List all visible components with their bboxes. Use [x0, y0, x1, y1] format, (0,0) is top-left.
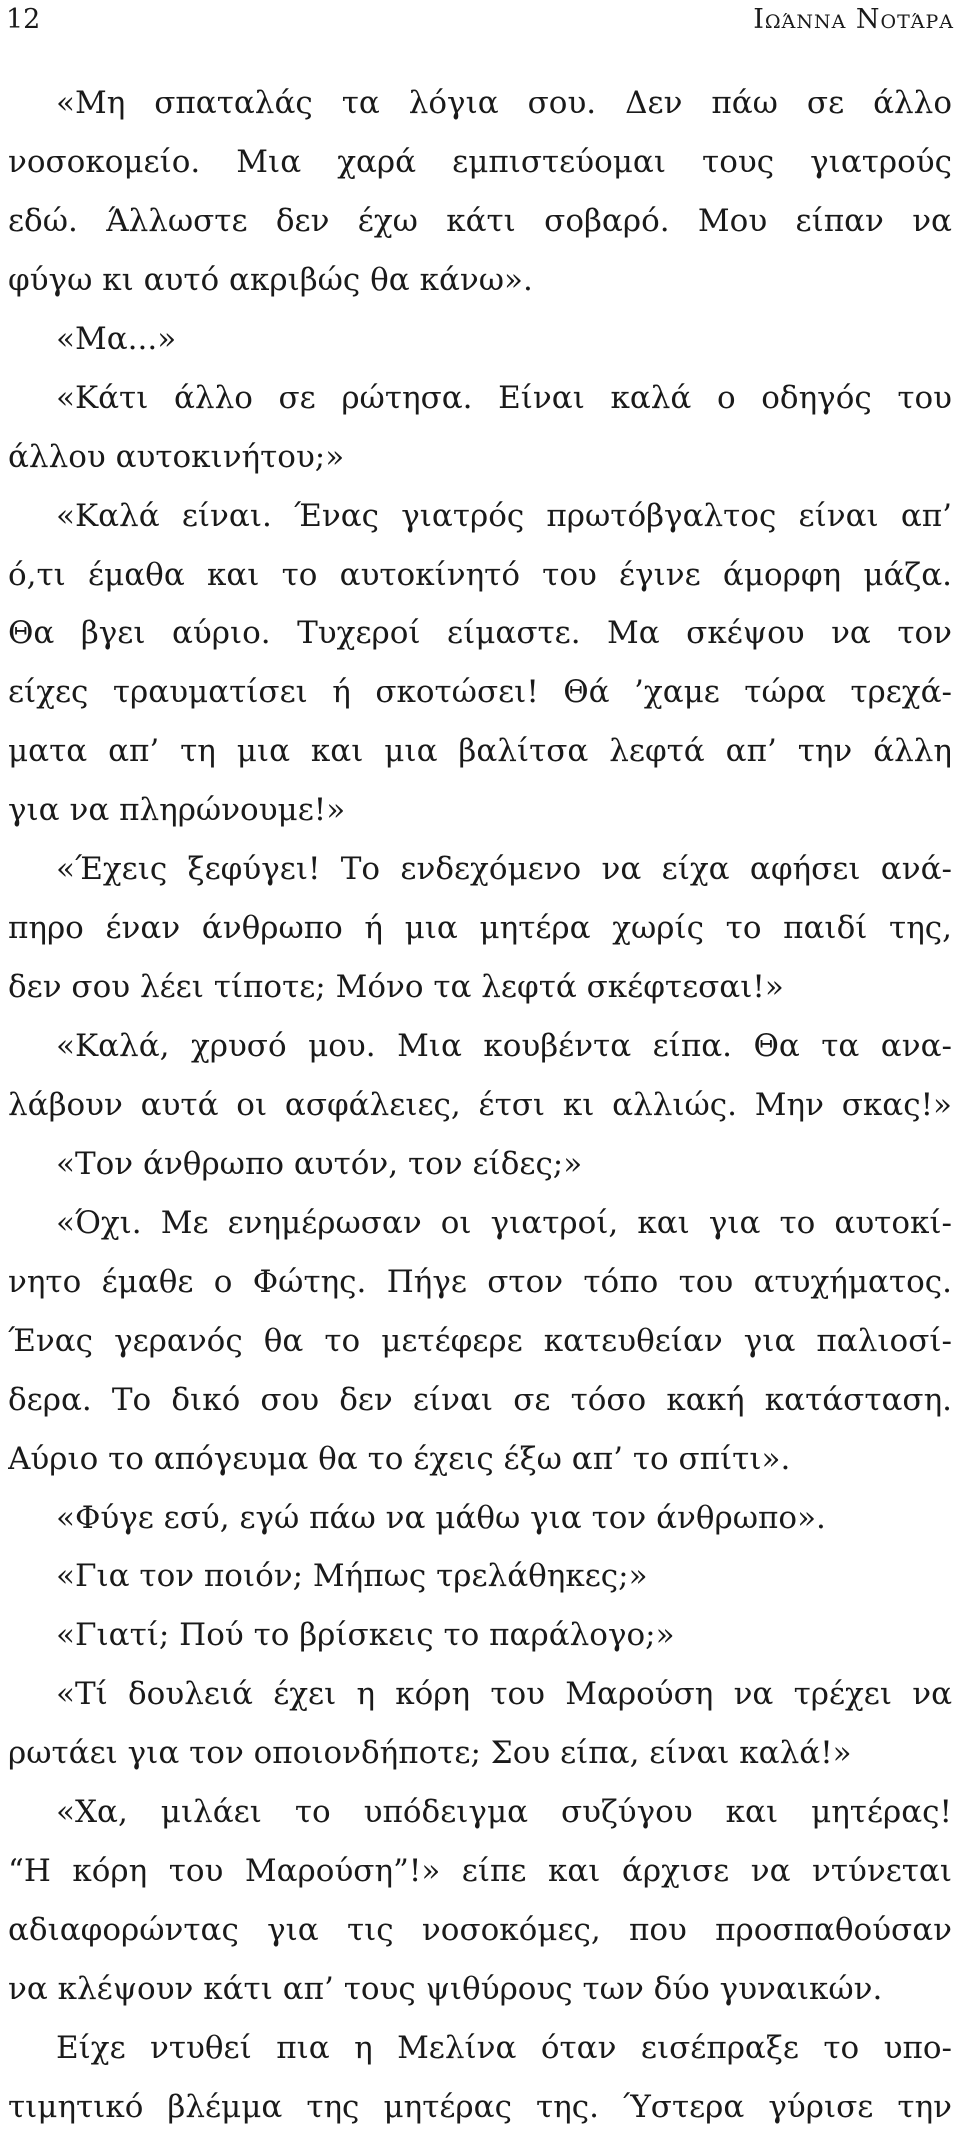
text-line: τιμητικό βλέμμα της μητέρας της. Ύστερα γύρισε την	[8, 2088, 952, 2125]
text-line: πηρο έναν άνθρωπο ή μια μητέρα χωρίς το παιδί της,	[8, 910, 952, 947]
text-line: «Κάτι άλλο σε ρώτησα. Είναι καλά ο οδηγός του	[56, 379, 952, 416]
text-line: «Έχεις ξεφύγει! Το ενδεχόμενο να είχα αφήσει ανά-	[56, 851, 952, 888]
text-line: λάβουν αυτά οι ασφάλειες, έτσι κι αλλιώς. Μην σκας!»	[8, 1086, 952, 1123]
text-line: «Χα, μιλάει το υπόδειγμα συζύγου και μητέρας!	[56, 1794, 952, 1831]
body-text	[8, 74, 952, 2137]
text-line: «Τί δουλειά έχει η κόρη του Μαρούση να τρέχει να	[56, 1676, 952, 1713]
text-line: «Καλά είναι. Ένας γιατρός πρωτόβγαλτος είναι απ’	[56, 497, 952, 534]
text-line: αδιαφορώντας για τις νοσοκόμες, που προσπαθούσαν	[8, 1912, 952, 1949]
text-line: δερα. Το δικό σου δεν είναι σε τόσο κακή κατάσταση.	[8, 1381, 952, 1418]
text-line: «Καλά, χρυσό μου. Μια κουβέντα είπα. Θα τα ανα-	[56, 1028, 952, 1064]
text-line: «Μα...»	[56, 320, 177, 357]
running-head-author: Ιωάννα Νοτάρα	[753, 4, 954, 35]
text-line: Ένας γερανός θα το μετέφερε κατευθείαν για παλιοσί-	[8, 1322, 952, 1359]
text-line: ματα απ’ τη μια και μια βαλίτσα λεφτά απ’ την άλλη	[8, 733, 952, 770]
page-number: 12	[6, 4, 41, 35]
text-line: είχες τραυματίσει ή σκοτώσει! Θά ’χαμε τώρα τρεχά-	[8, 674, 952, 711]
text-line: να κλέψουν κάτι απ’ τους ψιθύρους των δύο γυναικών.	[8, 1971, 883, 2007]
text-line: «Όχι. Με ενημέρωσαν οι γιατροί, και για το αυτοκί-	[56, 1204, 952, 1241]
text-line: «Μη σπαταλάς τα λόγια σου. Δεν πάω σε άλλο	[56, 85, 952, 121]
text-line: φύγω κι αυτό ακριβώς θα κάνω».	[8, 261, 533, 298]
page-header	[0, 0, 960, 40]
text-line: νητο έμαθε ο Φώτης. Πήγε στον τόπο του ατυχήματος.	[8, 1263, 952, 1300]
text-line: ό,τι έμαθα και το αυτοκίνητό του έγινε άμορφη μάζα.	[8, 556, 952, 593]
text-line: Θα βγει αύριο. Τυχεροί είμαστε. Μα σκέψου να τον	[8, 615, 952, 652]
text-line: για να πληρώνουμε!»	[8, 792, 346, 829]
text-line: «Τον άνθρωπο αυτόν, τον είδες;»	[56, 1145, 583, 1182]
text-line: δεν σου λέει τίποτε; Μόνο τα λεφτά σκέφτεσαι!»	[8, 969, 784, 1006]
text-line: Είχε ντυθεί πια η Μελίνα όταν εισέπραξε το υπο-	[56, 2029, 952, 2066]
text-line: άλλου αυτοκινήτου;»	[8, 438, 345, 475]
text-line: «Για τον ποιόν; Μήπως τρελάθηκες;»	[56, 1558, 648, 1595]
text-line: «Γιατί; Πού το βρίσκεις το παράλογο;»	[56, 1617, 675, 1654]
text-line: “Η κόρη του Μαρούση”!» είπε και άρχισε να ντύνεται	[8, 1853, 952, 1890]
text-line: νοσοκομείο. Μια χαρά εμπιστεύομαι τους γιατρούς	[8, 143, 952, 180]
text-line: «Φύγε εσύ, εγώ πάω να μάθω για τον άνθρωπο».	[56, 1499, 826, 1536]
text-line: εδώ. Άλλωστε δεν έχω κάτι σοβαρό. Μου είπαν να	[8, 202, 952, 239]
text-line: ρωτάει για τον οποιονδήποτε; Σου είπα, είναι καλά!»	[8, 1735, 852, 1772]
text-line: Αύριο το απόγευμα θα το έχεις έξω απ’ το σπίτι».	[8, 1440, 791, 1477]
